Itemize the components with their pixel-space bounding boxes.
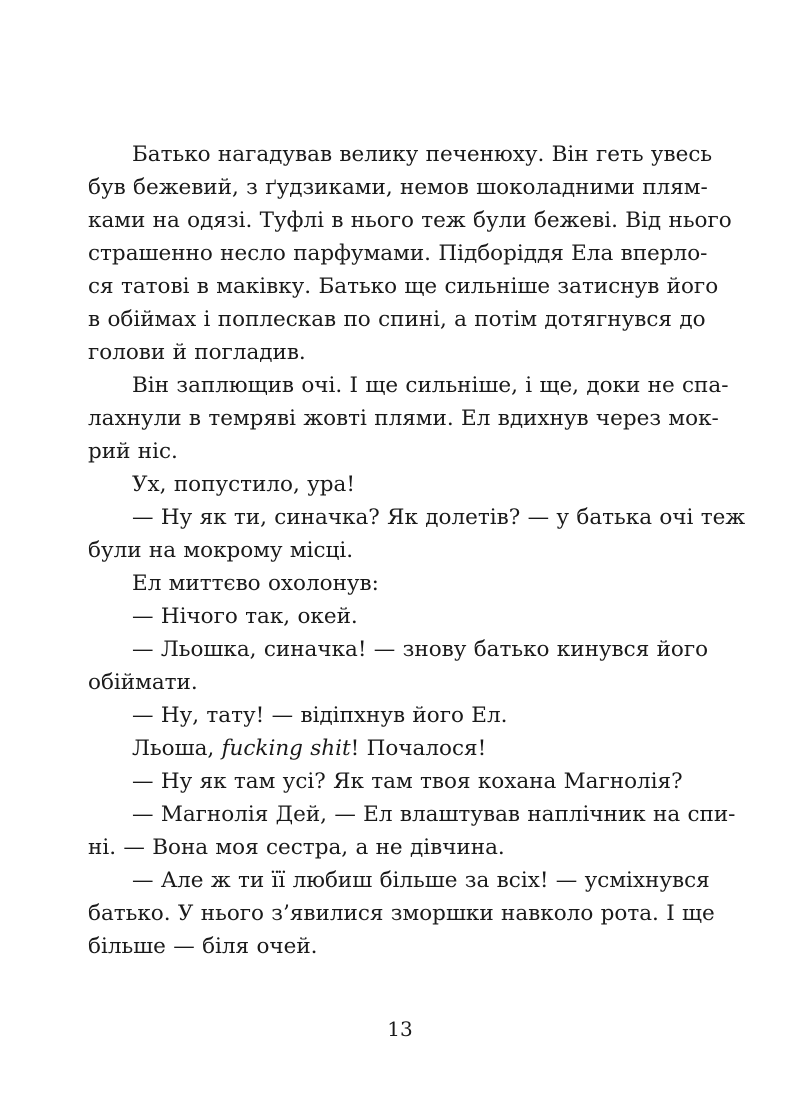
text-line: — Ну як там усі? Як там твоя кохана Магнолія?: [132, 769, 683, 794]
text-line: — Льошка, синачка! — знову батько кинувся його: [132, 637, 709, 662]
text-line: ні. — Вона моя сестра, а не дівчина.: [88, 835, 505, 860]
text-line: страшенно несло парфумами. Підборіддя Ела вперло-: [88, 241, 708, 266]
page-number: 13: [387, 1017, 413, 1041]
text-line: Батько нагадував велику печенюху. Він геть увесь: [132, 142, 713, 167]
text-line: були на мокрому місці.: [88, 538, 354, 563]
text-line: Ух, попустило, ура!: [132, 472, 355, 497]
text-line: обіймати.: [88, 670, 198, 695]
text-segment: Льоша,: [132, 736, 222, 761]
text-line: ками на одязі. Туфлі в нього теж були бежеві. Від нього: [88, 208, 732, 233]
text-line: рий ніс.: [88, 439, 178, 464]
text-segment: ! Почалося!: [350, 736, 487, 761]
text-line: — Нічого так, окей.: [132, 604, 358, 629]
text-line: більше — біля очей.: [88, 934, 318, 959]
text-line: — Магнолія Дей, — Ел влаштував наплічник на спи-: [132, 802, 736, 827]
text-line: був бежевий, з ґудзиками, немов шоколадними плям-: [88, 175, 708, 200]
text-line: лахнули в темряві жовті плями. Ел вдихнув через мок-: [88, 406, 719, 431]
text-line-with-italic: [132, 738, 486, 760]
text-line: Він заплющив очі. І ще сильніше, і ще, доки не спа-: [132, 373, 729, 398]
text-line: ся татові в маківку. Батько ще сильніше затиснув його: [88, 274, 719, 299]
text-line: голови й погладив.: [88, 340, 306, 365]
text-line: Ел миттєво охолонув:: [132, 571, 379, 596]
text-line: в обіймах і поплескав по спині, а потім дотягнувся до: [88, 307, 706, 332]
text-line: батько. У нього з’явилися зморшки навколо рота. І ще: [88, 901, 715, 926]
text-line: — Ну як ти, синачка? Як долетів? — у батька очі теж: [132, 505, 746, 530]
text-line: — Але ж ти її любиш більше за всіх! — усміхнувся: [132, 868, 710, 893]
text-line: — Ну, тату! — відіпхнув його Ел.: [132, 703, 508, 728]
italic-phrase: fucking shit: [221, 736, 351, 761]
